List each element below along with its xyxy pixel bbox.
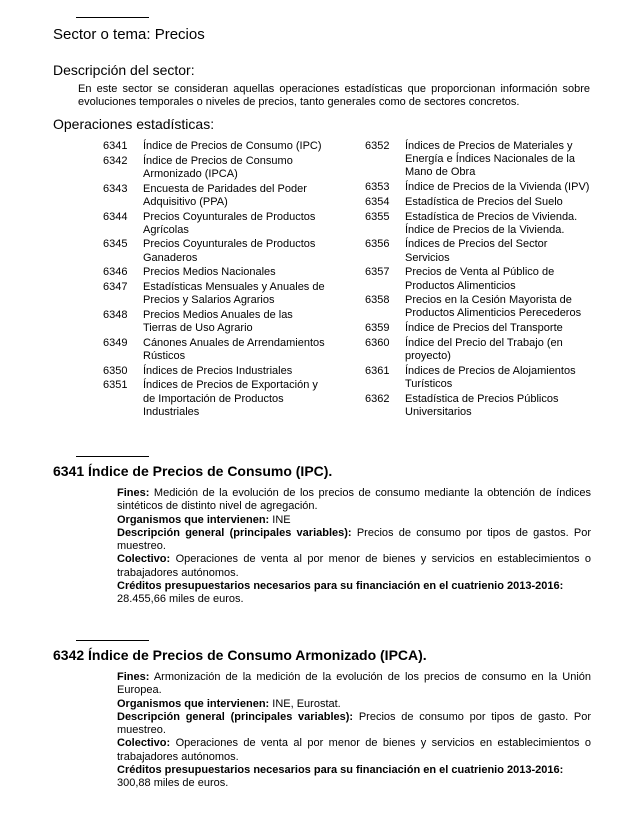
operation-name: Precios Medios Nacionales [143,266,276,279]
organismos-label: Organismos que intervienen: [117,513,270,526]
section-title-6342 [53,647,427,663]
operation-item [103,379,329,419]
operation-code: 6351 [103,379,128,392]
operation-name: Índices de Precios del Sector Servicios [405,238,548,264]
operation-item [103,140,329,153]
section-body-6342 [117,671,591,791]
operation-code: 6347 [103,281,128,294]
section-name: Índice de Precios de Consumo Armonizado (IPCA). [88,647,427,663]
description-heading: Descripción del sector: [53,62,195,78]
operation-item [103,281,329,307]
operation-item [103,337,329,363]
operation-code: 6356 [365,238,390,251]
fines-text: Armonización de la medición de la evolución de los precios de consumo en la Unión Europea. [117,671,591,697]
operation-code: 6348 [103,308,128,321]
operation-name: Estadística de Precios de Vivienda. Índice de Precios de la Vivienda. [405,210,578,236]
operation-item [365,337,591,363]
section-rule [76,640,149,641]
descripcion-label: Descripción general (principales variables): [117,710,354,723]
operation-item [365,294,591,320]
operation-item [365,181,591,194]
operation-name: Precios Coyunturales de Productos Ganaderos [143,238,316,264]
creditos-paragraph [117,764,591,791]
sector-description: En este sector se consideran aquellas operaciones estadísticas que proporcionan información sobre evoluciones temporales o niveles de precios, tanto generales como de sectores concretos. [78,83,590,108]
operation-item [365,322,591,335]
operation-item [103,155,329,181]
operation-code: 6344 [103,210,128,223]
section-body-6341 [117,487,591,607]
descripcion-text: Precios de consumo por tipos de gasto. Por muestreo. [117,710,591,737]
operations-heading: Operaciones estadísticas: [53,116,215,132]
organismos-text: INE, Eurostat. [272,697,341,710]
operation-code: 6355 [365,210,390,223]
creditos-text: 300,88 miles de euros. [117,777,229,790]
operation-item [103,309,329,335]
operation-code: 6352 [365,140,390,152]
operation-code: 6353 [365,181,390,194]
section-name: Índice de Precios de Consumo (IPC). [88,463,333,479]
operation-name: Índice de Precios de Consumo Armonizado (IPCA) [143,154,293,180]
operation-item [365,393,591,419]
fines-text: Medición de la evolución de los precios de consumo mediante la obtención de índices sintéticos de distinto nivel de agregación. [117,487,591,513]
operation-name: Encuesta de Paridades del Poder Adquisitivo (PPA) [143,182,307,208]
organismos-paragraph [117,698,591,711]
operation-name: Estadísticas Mensuales y Anuales de Precios y Salarios Agrarios [143,281,325,307]
operation-name: Índice de Precios de la Vivienda (IPV) [405,181,590,194]
operation-name: Índice de Precios del Transporte [405,322,563,335]
operation-code: 6345 [103,238,128,251]
operation-code: 6350 [103,364,128,377]
operation-code: 6360 [365,336,390,349]
operation-item [103,183,329,209]
operation-code: 6343 [103,182,128,195]
operation-name: Índices de Precios de Materiales y Energía e Índices Nacionales de la Mano de Obra [405,140,575,179]
operations-list-right [365,140,591,421]
colectivo-paragraph [117,737,591,764]
organismos-text: INE [272,513,291,526]
operation-code: 6341 [103,140,128,152]
operation-code: 6342 [103,154,128,167]
section-code: 6342 [53,647,85,663]
colectivo-label: Colectivo: [117,737,171,750]
operation-item [365,238,591,264]
operation-name: Precios de Venta al Público de Productos Alimenticios [405,266,555,292]
operation-code: 6359 [365,322,390,335]
operation-code: 6358 [365,294,390,307]
creditos-label: Créditos presupuestarios necesarios para su financiación en el cuatrienio 2013-2016: [117,580,564,593]
section-title-6341 [53,463,332,479]
colectivo-text: Operaciones de venta al por menor de bienes y servicios en establecimientos o trabajadores autónomos. [117,737,591,763]
section-code: 6341 [53,463,85,479]
descripcion-text: Precios de consumo por tipos de gastos. Por muestreo. [117,526,591,553]
creditos-label: Créditos presupuestarios necesarios para su financiación en el cuatrienio 2013-2016: [117,764,564,777]
descripcion-label: Descripción general (principales variables): [117,526,352,539]
operation-item [365,140,591,180]
operation-item [365,365,591,391]
operation-code: 6349 [103,336,128,349]
operation-code: 6362 [365,392,390,405]
operation-name: Precios Medios Anuales de las Tierras de Uso Agrario [143,308,293,335]
operation-name: Precios en la Cesión Mayorista de Productos Alimenticios Perecederos [405,294,582,320]
fines-label: Fines: [117,671,150,683]
operation-name: Índices de Precios Industriales [143,364,293,377]
operation-item [365,211,591,237]
operation-item [103,211,329,237]
operation-name: Índices de Precios de Alojamientos Turísticos [405,364,576,390]
operation-item [103,238,329,264]
organismos-paragraph [117,514,591,527]
colectivo-text: Operaciones de venta al por menor de bienes y servicios en establecimientos o trabajadores autónomos. [117,553,591,579]
organismos-label: Organismos que intervienen: [117,697,270,710]
top-rule [76,17,149,18]
operation-name: Precios Coyunturales de Productos Agrícolas [143,210,316,236]
operation-name: Cánones Anuales de Arrendamientos Rústicos [143,336,325,363]
section-rule [76,456,149,457]
creditos-text: 28.455,66 miles de euros. [117,593,244,606]
operations-list-left [103,140,329,421]
colectivo-paragraph [117,553,591,580]
operation-item [365,266,591,292]
creditos-paragraph [117,580,591,607]
descripcion-paragraph [117,711,591,738]
operation-code: 6354 [365,195,390,208]
sector-heading: Sector o tema: Precios [53,26,205,43]
operation-name: Índices de Precios de Exportación y de Importación de Productos Industriales [143,379,318,418]
fines-label: Fines: [117,487,150,499]
operation-name: Índice de Precios de Consumo (IPC) [143,140,322,152]
operation-item [103,365,329,378]
operation-code: 6357 [365,266,390,279]
fines-paragraph [117,487,591,514]
fines-paragraph [117,671,591,698]
operation-name: Estadística de Precios del Suelo [405,195,563,208]
operation-item [365,196,591,209]
operation-item [103,266,329,279]
operation-code: 6361 [365,364,390,377]
operation-code: 6346 [103,266,128,279]
operation-name: Estadística de Precios Públicos Universitarios [405,392,559,418]
descripcion-paragraph [117,527,591,554]
operation-name: Índice del Precio del Trabajo (en proyecto) [405,336,563,363]
colectivo-label: Colectivo: [117,553,171,566]
